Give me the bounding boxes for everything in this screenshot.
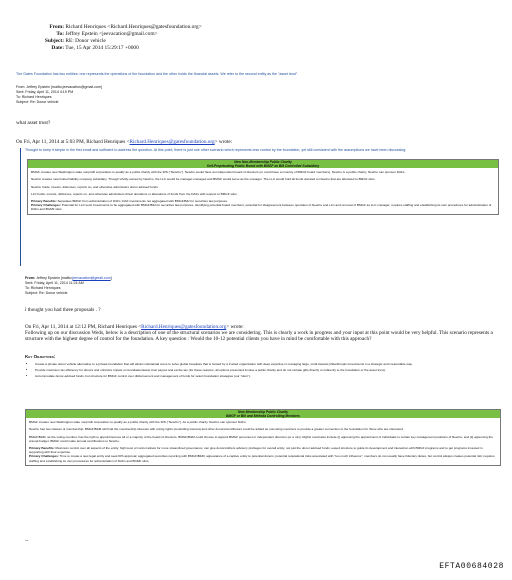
table2-para: NewCo has two classes of membership: BMGF/B&M will hold the membership interests with voting rights (controlling interest) and other donors/contributors could be added as nonvoting members to provide a greater connection to the foundation for those who are interested.	[29, 427, 404, 432]
objective-item: • Provide maximum tax efficiency for donors and minimize impact on foundation/asset trust payout and excise tax (for these reasons, all options presented involve a public charity and do not include gifts directly or indirectly to the foundation or the asset trust).	[35, 368, 499, 372]
table1-para: LLC holds, invests, disburses, reports on, and otherwise administers direct donations or allocations of funds from the DAFs with respect to BMGF silos.	[31, 191, 238, 196]
reply1-to: To: Richard Henriques	[16, 95, 52, 99]
table1-title	[28, 160, 498, 168]
header-date	[16, 45, 202, 52]
key-objectives-heading: Key Objectives:	[25, 354, 56, 359]
to-value: Jeffrey Epstein <jeevacation@gmail.com>	[65, 31, 158, 37]
reply1-sent: Sent: Friday, April 11, 2014 4:19 PM	[16, 90, 74, 94]
table2-title-line2: BMGF or BIll and Melinda Controlling Members	[226, 414, 300, 419]
reply2-from-name: Jeffrey Epstein [mailto:	[36, 276, 73, 280]
table1-title-line2: Self-Perpetuating Public Board with BMGF as BM Controlled Subsidiary	[206, 164, 320, 169]
table1-benefits: Primary Benefits: Separates BMGF from administration of DAFs; DAF investments not aggregated with BMGF/B&I for securities law purposes.	[31, 199, 228, 203]
from-value: Richard Henriques <Richard.Henriques@gatesfoundation.org>	[65, 24, 202, 30]
wrote1-prefix: On Fri, Apr 11, 2014 at 5:03 PM, Richard Henriques <	[16, 139, 130, 145]
from-label: From:	[49, 24, 64, 30]
reply1-body: what asset trust?	[16, 120, 51, 126]
objective-item: • Create a private donor vehicle alternative to a private foundation that will attract substantial sums to solve global inequities that is hosted by a trusted organization with deep expertise in managing large, multi-faceted philanthropic investments in a strategic and measurable way.	[35, 362, 499, 366]
header-to	[16, 31, 202, 38]
reply2-body: i thought you had three proposals . ?	[25, 307, 101, 313]
document-id: EFTA00684028	[439, 562, 504, 571]
wrote2-suffix: > wrote:	[226, 324, 244, 330]
wrote1-email-link[interactable]: Richard.Henriques@gatesfoundation.org	[129, 139, 215, 145]
to-label: To:	[56, 31, 64, 37]
reply2-subject: Subject: Re: Donor vehicle	[25, 291, 68, 295]
table1-para: BMGF creates new Washington state nonprofit corporation to qualify as a public charity with the IRS ("NewCo"). NewCo would have an independent board of directors (or could have a minority of BMGF board members). NewCo is a public charity. NewCo can sponsor DAFs.	[31, 170, 406, 175]
table1-title-line1: New Non-Membership Public Charity	[234, 160, 292, 164]
reply2-to: To: Richard Henriques	[25, 286, 61, 290]
reply2-from-close: ]	[110, 276, 112, 280]
header-from	[16, 24, 202, 31]
wrote2-email-link[interactable]: Richard.Henriques@gatesfoundation.org	[141, 324, 227, 330]
table2-benefits: Primary Benefits: Maximum control over all aspects of the entity; high level of control allows for more streamlined governance; can give donors/others advisory privileges for overall entity, not just the donor advised funds; eased structure to guide its development and interaction with BMGF programs and to get programs invested in supporting with their expertise.	[29, 446, 483, 455]
reply1-header	[16, 85, 102, 105]
table2-title-line1: New Membership Public Charity	[237, 410, 289, 414]
header-subject	[16, 38, 202, 45]
key-objectives	[25, 354, 499, 381]
reply2-sent: Sent: Friday, April 11, 2014 11:24 AM	[25, 281, 84, 285]
date-label: Date:	[51, 45, 64, 51]
structure-table-1	[27, 159, 499, 215]
email-header	[16, 24, 202, 52]
wrote2-prefix: On Fri, Apr 11, 2014 at 12:12 PM, Richard Henriques <	[25, 324, 142, 330]
date-value: Tue, 15 Apr 2014 15:29:17 +0000	[65, 45, 139, 51]
followup-text: Following up on our discussion Weds, below is a description of one of the structural scenarios we are considering. This is clearly a work in progress and your input at this point would be very helpful. This scenario represents a structure with the highest degree of control for the foundation. A key question : Would the 10-12 potential clients you have in mind be comfortable with this approach?	[25, 330, 493, 343]
reply1-from: From: Jeffrey Epstein [mailto:jeevacation@gmail.com]	[16, 85, 102, 89]
quote1-text: Thought to keep it simple in the first email and sufficient to address the question. At this point, there is just one other scenario which represents less control by the foundation, yet still consistent with the assumptions we have been discussing:	[25, 148, 407, 152]
table2-challenges: Primary Challenges: Time to create a new legal entity and seek IRS approval; aggregated securities reporting with BMGF/B&M; appearance of a captive entity to potential donors; potential reputational risks associated with "too much influence"; members do not usually have fiduciary duties, but control always creates potential risk; requires staffing and establishing its own procedures for administration of DAFs and BGMF silos.	[29, 454, 495, 463]
table2-para: BMGF creates new Washington state nonprofit corporation to qualify as a public charity with the IRS ("NewCo"). As a public charity, NewCo can sponsor DAFs.	[29, 420, 247, 425]
table2-para: BMGF/B&M, as the voting member, has the right to appoint/remove all or a majority of the board of directors. BMGF/B&M could choose to appoint BMGF personnel or independent directors (or a mix). Rights could also include (i) approving the appointment of individuals to certain key management positions of NewCo, and (ii) approving the annual budget. BMGF could make annual contributions to NewCo.	[29, 434, 493, 443]
objective-item: • Accommodate donor-advised funds, but structure for BMGF control over disbursement and management of funds for select foundation strategies (our "silos").	[35, 374, 499, 378]
table1-para: NewCo holds, invests, disburses, reports on, and otherwise administers donor advised funds.	[31, 184, 159, 189]
table1-para: NewCo creates new limited liability company subsidiary. Though wholly-owned by NewCo, the LLC would be manager-managed and BMGF would serve as the manager. The LLC would hold all funds donated to NewCo that are allocated to BMGF silos.	[31, 177, 376, 182]
reply1-subject: Subject: Re: Donor vehicle	[16, 100, 59, 104]
table1-challenges: Primary Challenges: Potential for LLC level investments to be aggregated with BMGF/B&I for securities law purposes; identifying potential board members; potential for disagreement between operation of NewCo and LLC and removal of BMGF as LLC manager; requires staffing and establishing its own procedures for administration of DAFs and BGMF silos.	[31, 203, 492, 212]
reply2-from-label: From:	[25, 276, 36, 280]
signature-dash: --	[25, 538, 29, 544]
wrote-line-1	[16, 139, 232, 145]
subject-label: Subject:	[44, 38, 64, 44]
intro-note: The Gates Foundation has two entities: one represents the operations of the foundation and the other holds the financial assets. We refer to the second entity as the "asset trust".	[16, 72, 299, 76]
subject-value: RE: Donor vehicle	[65, 38, 106, 44]
table2-title	[26, 410, 500, 418]
reply2-header	[25, 276, 112, 296]
wrote1-suffix: > wrote:	[214, 139, 233, 145]
quoted-block-1	[20, 148, 503, 266]
structure-table-2	[25, 409, 501, 466]
reply2-email-link[interactable]: jeevacation@gmail.com	[72, 276, 111, 280]
key-objectives-list	[25, 362, 499, 379]
